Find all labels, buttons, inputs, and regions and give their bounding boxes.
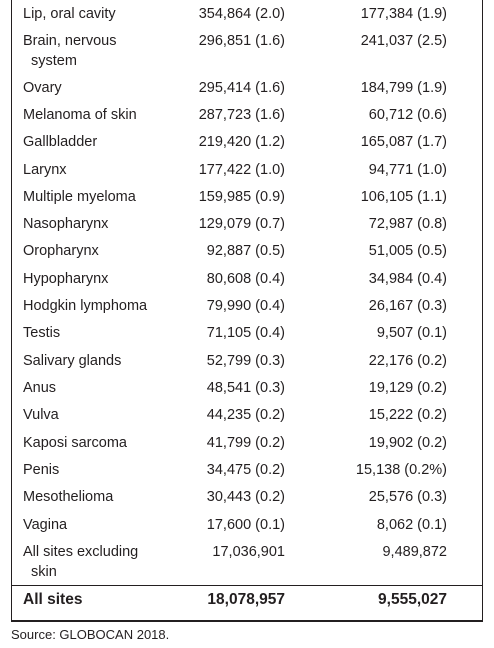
cancer-site [23,31,173,71]
total-site: All sites [23,591,83,608]
incidence-value: 295,414 (1.6) [198,80,285,96]
cancer-site [23,241,173,261]
mortality-value: 241,037 (2.5) [360,33,447,49]
cancer-site-label: Gallbladder [23,134,98,150]
cancer-site [23,160,173,180]
incidence-value: 41,799 (0.2) [206,435,285,451]
cancer-site-label: Penis [23,462,60,478]
incidence-value: 129,079 (0.7) [198,216,285,232]
cancer-site-label: Anus [23,380,57,396]
total-divider [11,585,483,586]
total-incidence: 18,078,957 [207,591,285,608]
cancer-site [23,378,173,398]
mortality-value: 9,489,872 [382,544,447,560]
mortality-value: 19,902 (0.2) [368,435,447,451]
mortality-value: 15,222 (0.2) [368,407,447,423]
incidence-value: 354,864 (2.0) [198,6,285,22]
incidence-value: 92,887 (0.5) [206,243,285,259]
cancer-site-label: Testis [23,325,61,341]
cancer-site [23,105,173,125]
incidence-value: 48,541 (0.3) [206,380,285,396]
cancer-site [23,351,173,371]
mortality-value: 106,105 (1.1) [360,189,447,205]
cancer-site-label: Hypopharynx [23,271,109,287]
mortality-value: 15,138 (0.2%) [355,462,447,478]
incidence-value: 80,608 (0.4) [206,271,285,287]
mortality-value: 94,771 (1.0) [368,162,447,178]
incidence-value: 44,235 (0.2) [206,407,285,423]
cancer-site [23,515,173,535]
cancer-site-label-continued: system [31,53,77,69]
total-mortality: 9,555,027 [378,591,447,608]
incidence-value: 71,105 (0.4) [206,325,285,341]
mortality-value: 9,507 (0.1) [376,325,447,341]
cancer-site [23,269,173,289]
cancer-site [23,542,173,582]
cancer-site [23,487,173,507]
mortality-value: 51,005 (0.5) [368,243,447,259]
cancer-site [23,78,173,98]
cancer-site [23,132,173,152]
cancer-site [23,460,173,480]
cancer-site-label: Lip, oral cavity [23,6,116,22]
mortality-value: 22,176 (0.2) [368,353,447,369]
cancer-site [23,187,173,207]
mortality-value: 72,987 (0.8) [368,216,447,232]
cancer-site [23,214,173,234]
cancer-site-label: Kaposi sarcoma [23,435,127,451]
cancer-site [23,405,173,425]
incidence-value: 30,443 (0.2) [206,489,285,505]
cancer-site-label: Melanoma of skin [23,107,137,123]
cancer-site-label: Oropharynx [23,243,99,259]
cancer-site [23,4,173,24]
mortality-value: 25,576 (0.3) [368,489,447,505]
mortality-value: 165,087 (1.7) [360,134,447,150]
incidence-value: 159,985 (0.9) [198,189,285,205]
incidence-value: 79,990 (0.4) [206,298,285,314]
mortality-value: 26,167 (0.3) [368,298,447,314]
incidence-value: 17,600 (0.1) [206,517,285,533]
cancer-site-label: Mesothelioma [23,489,114,505]
incidence-value: 296,851 (1.6) [198,33,285,49]
mortality-value: 60,712 (0.6) [368,107,447,123]
incidence-value: 287,723 (1.6) [198,107,285,123]
incidence-value: 219,420 (1.2) [198,134,285,150]
cancer-site-label: Vulva [23,407,59,423]
cancer-site-label: Brain, nervous [23,33,117,49]
cancer-site [23,323,173,343]
mortality-value: 177,384 (1.9) [360,6,447,22]
source-note: Source: GLOBOCAN 2018. [11,627,170,642]
cancer-site-label: Larynx [23,162,67,178]
cancer-site [23,433,173,453]
incidence-value: 34,475 (0.2) [206,462,285,478]
incidence-value: 17,036,901 [212,544,285,560]
incidence-value: 52,799 (0.3) [206,353,285,369]
mortality-value: 8,062 (0.1) [376,517,447,533]
cancer-site-label: Vagina [23,517,68,533]
cancer-site-label: Multiple myeloma [23,189,136,205]
cancer-site-label: All sites excluding [23,544,139,560]
mortality-value: 34,984 (0.4) [368,271,447,287]
cancer-site-label: Hodgkin lymphoma [23,298,148,314]
cancer-site-label: Ovary [23,80,62,96]
mortality-value: 184,799 (1.9) [360,80,447,96]
cancer-site-label-continued: skin [31,564,57,580]
cancer-site-label: Salivary glands [23,353,122,369]
cancer-site-label: Nasopharynx [23,216,109,232]
cancer-site [23,296,173,316]
mortality-value: 19,129 (0.2) [368,380,447,396]
incidence-value: 177,422 (1.0) [198,162,285,178]
